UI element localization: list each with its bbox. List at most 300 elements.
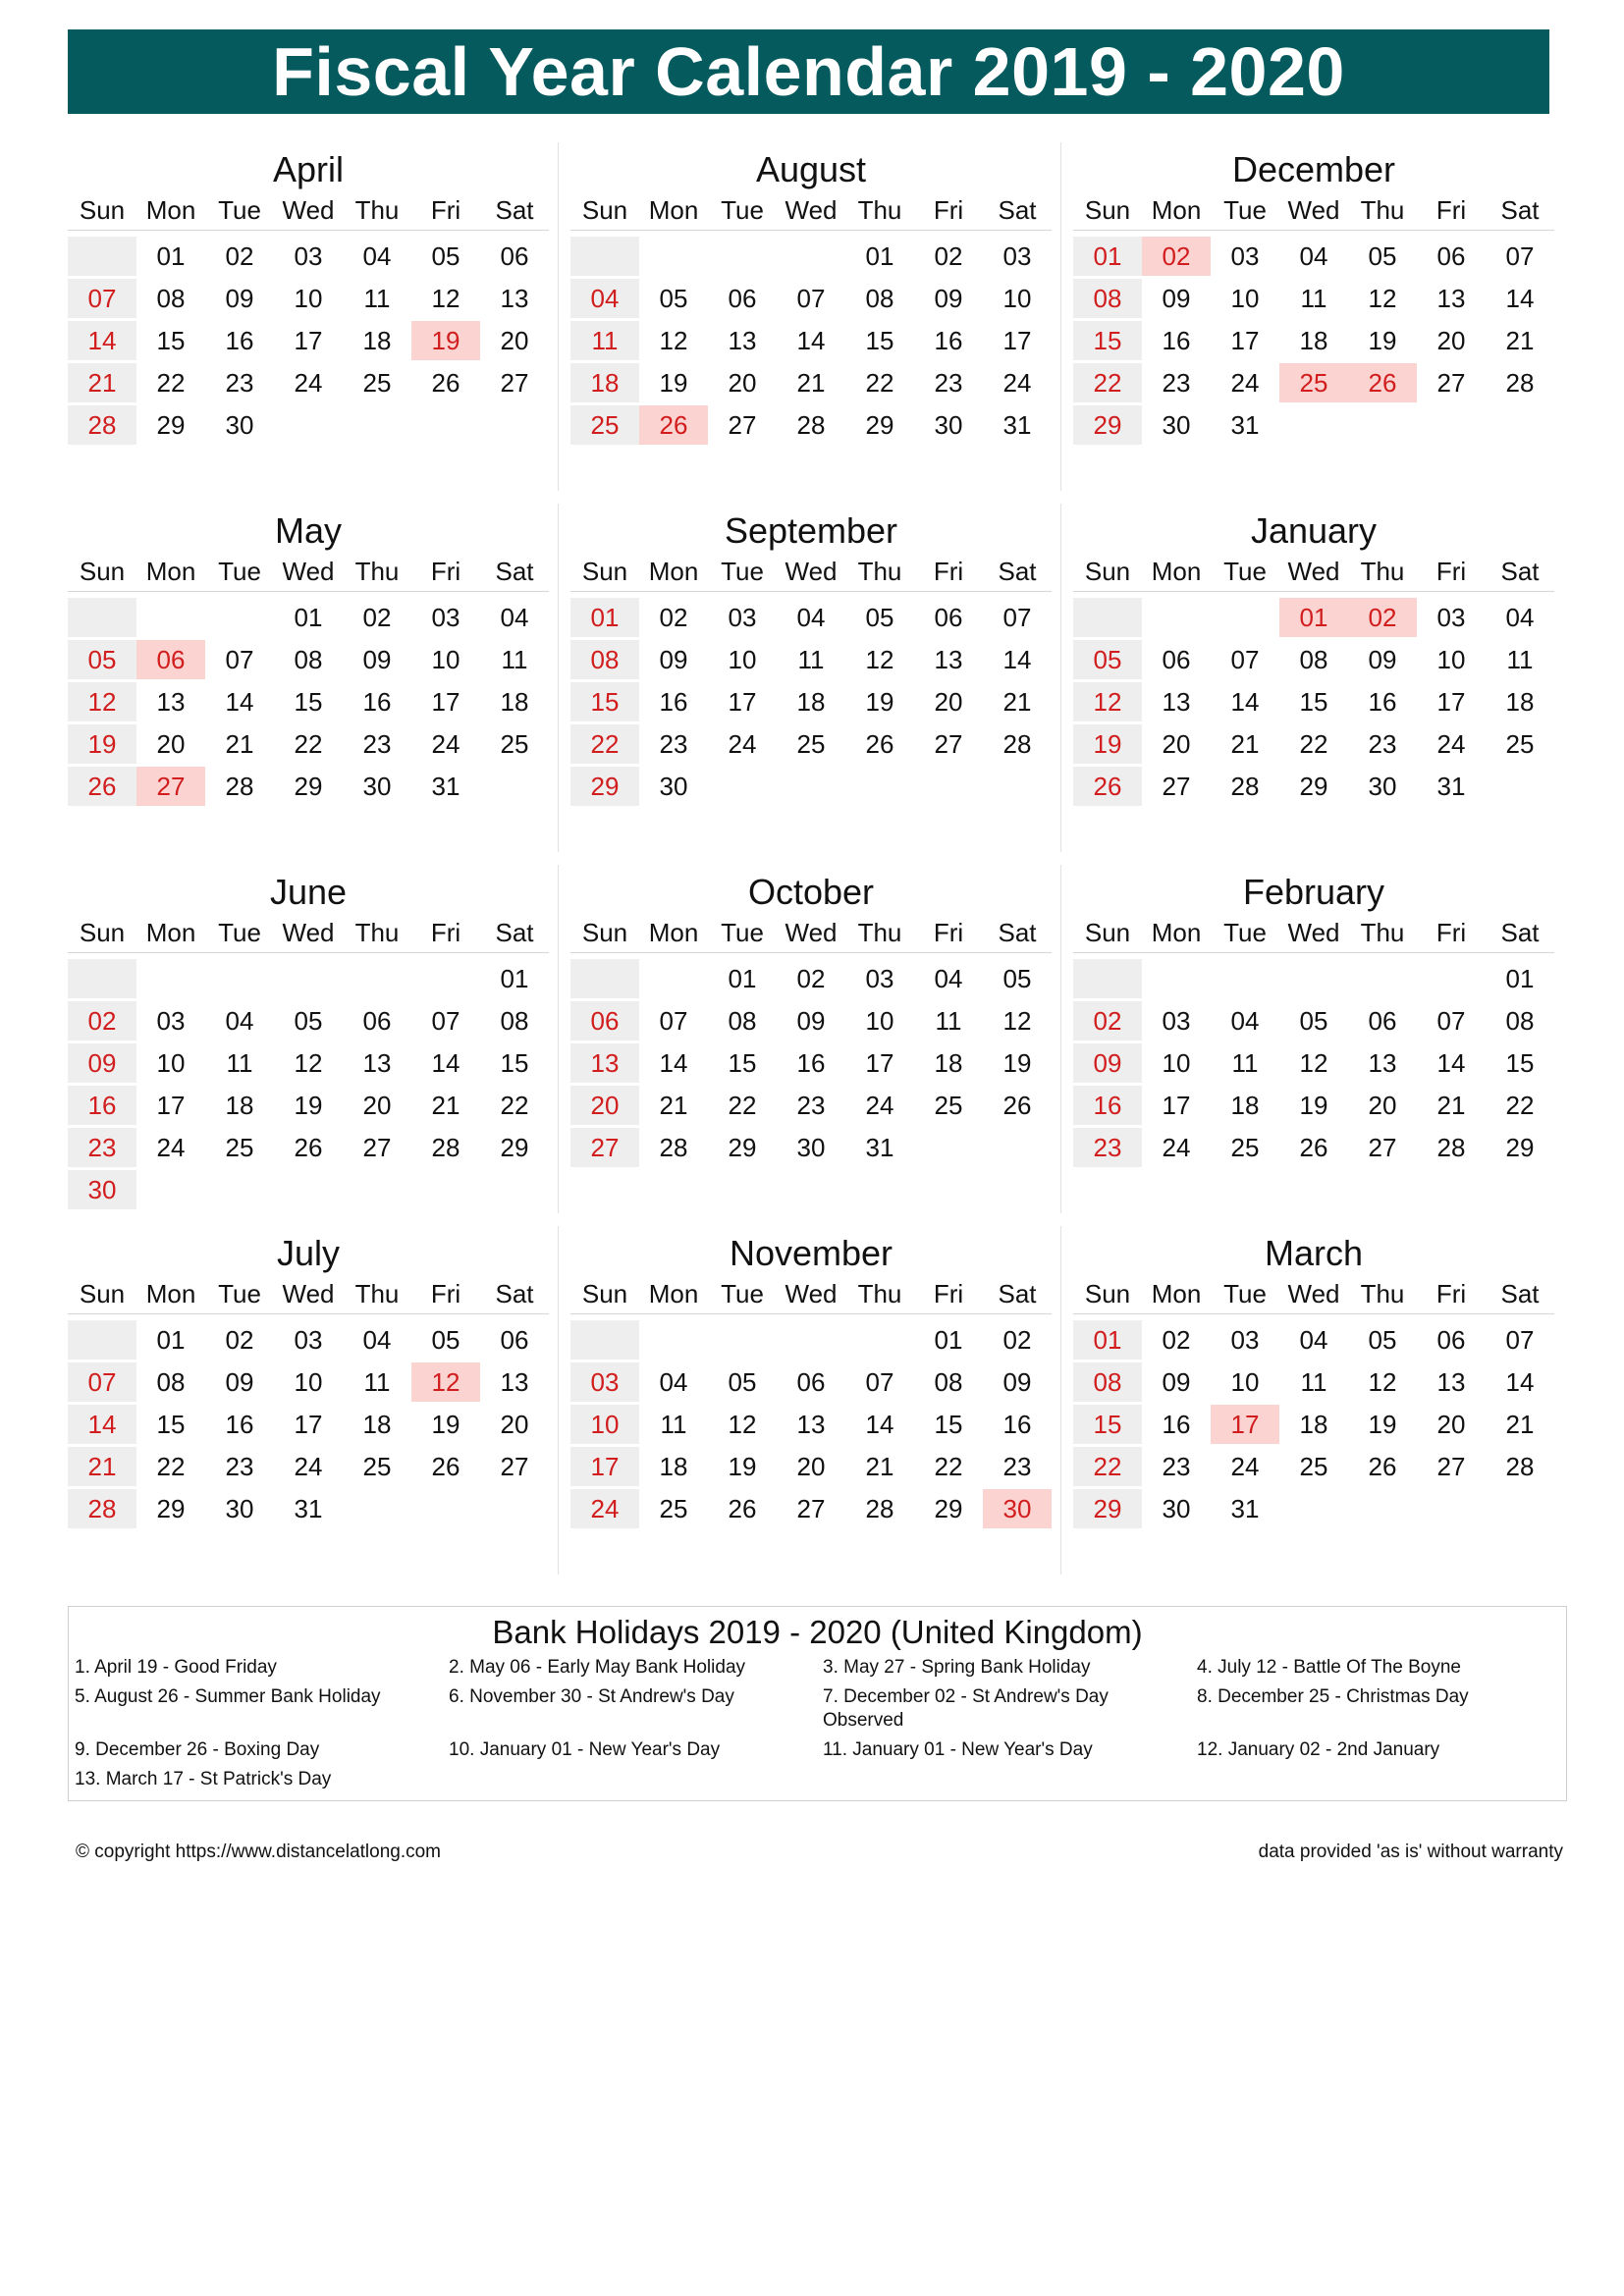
day-cell: 06 (796, 1367, 826, 1397)
month-name: August (755, 149, 867, 189)
day-cell: 23 (796, 1091, 826, 1120)
day-cell: 06 (362, 1006, 392, 1036)
day-cell: 21 (1436, 1091, 1466, 1120)
weekday-label: Tue (721, 557, 764, 586)
empty-cell (1073, 959, 1142, 998)
day-cell: 18 (796, 687, 826, 717)
bank-holiday-item: 8. December 25 - Christmas Day (1197, 1686, 1469, 1707)
day-cell: 11 (1300, 284, 1327, 313)
weekday-label: Fri (430, 1279, 461, 1308)
weekday-label: Mon (145, 557, 196, 586)
day-cell: 21 (865, 1452, 894, 1481)
day-cell: 15 (570, 682, 639, 721)
bank-holiday-item: 1. April 19 - Good Friday (75, 1657, 277, 1678)
day-cell: 04 (934, 964, 963, 993)
day-cell: 01 (156, 241, 186, 271)
day-cell: 18 (1230, 1091, 1260, 1120)
month-july (68, 1221, 549, 1545)
day-cell: 24 (156, 1133, 186, 1162)
day-cell: 01 (294, 603, 323, 632)
day-cell: 25 (659, 1494, 688, 1523)
day-cell: 03 (431, 603, 460, 632)
bank-holiday-item: 9. December 26 - Boxing Day (75, 1739, 320, 1760)
day-cell: 03 (570, 1362, 639, 1402)
weekday-label: Sat (1500, 1279, 1540, 1308)
day-cell: 17 (1230, 326, 1260, 355)
month-name: September (724, 510, 898, 551)
day-cell: 25 (500, 729, 529, 759)
day-cell: 07 (659, 1006, 688, 1036)
day-cell: 04 (362, 1325, 392, 1355)
day-cell: 09 (225, 284, 254, 313)
day-cell: 22 (156, 1452, 186, 1481)
day-cell: 20 (362, 1091, 392, 1120)
weekday-label: Mon (1151, 1279, 1202, 1308)
day-cell: 21 (659, 1091, 688, 1120)
day-cell: 15 (1299, 687, 1328, 717)
day-cell: 09 (225, 1367, 254, 1397)
day-cell: 24 (1162, 1133, 1191, 1162)
day-cell: 29 (1073, 1489, 1142, 1528)
weekday-label: Tue (218, 1279, 261, 1308)
day-cell: 15 (865, 326, 894, 355)
weekday-label: Fri (1435, 195, 1467, 225)
day-cell: 20 (796, 1452, 826, 1481)
weekday-label: Sun (79, 918, 126, 947)
day-cell: 13 (796, 1410, 826, 1439)
day-cell: 30 (934, 410, 963, 440)
day-cell: 11 (660, 1410, 687, 1439)
weekday-label: Mon (648, 1279, 699, 1308)
day-cell: 09 (1368, 645, 1397, 674)
day-cell: 22 (1299, 729, 1328, 759)
day-cell: 02 (934, 241, 963, 271)
empty-cell (639, 959, 708, 998)
empty-cell (845, 1320, 914, 1360)
calendar-title: Fiscal Year Calendar 2019 - 2020 (68, 29, 1549, 114)
day-cell: 17 (570, 1447, 639, 1486)
day-cell: 04 (659, 1367, 688, 1397)
day-cell: 23 (362, 729, 392, 759)
bank-holiday-item: 12. January 02 - 2nd January (1197, 1739, 1440, 1760)
day-cell: 09 (1073, 1043, 1142, 1083)
day-cell: 06 (1162, 645, 1191, 674)
day-cell: 27 (728, 410, 757, 440)
day-cell: 04 (1299, 1325, 1328, 1355)
empty-cell (570, 1320, 639, 1360)
day-cell: 10 (570, 1405, 639, 1444)
day-cell: 15 (1505, 1048, 1535, 1078)
day-cell: 15 (934, 1410, 963, 1439)
day-cell: 27 (1436, 368, 1466, 398)
day-cell: 20 (934, 687, 963, 717)
column-divider (1060, 504, 1061, 852)
weekday-label: Sun (79, 1279, 126, 1308)
day-cell: 24 (1002, 368, 1032, 398)
bank-holiday-item: 13. March 17 - St Patrick's Day (75, 1769, 332, 1789)
weekday-label: Tue (218, 918, 261, 947)
weekday-label: Sat (1500, 557, 1540, 586)
day-cell: 25 (934, 1091, 963, 1120)
month-name: July (276, 1233, 341, 1273)
weekday-label: Thu (857, 195, 902, 225)
day-cell: 20 (1436, 1410, 1466, 1439)
day-cell: 18 (362, 326, 392, 355)
day-cell: 03 (1162, 1006, 1191, 1036)
day-cell: 19 (1368, 1410, 1397, 1439)
day-cell: 25 (362, 368, 392, 398)
day-cell: 27 (796, 1494, 826, 1523)
month-name: December (1231, 149, 1396, 189)
empty-cell (68, 237, 136, 276)
holiday-day-cell: 02 (1142, 237, 1211, 276)
day-cell: 29 (728, 1133, 757, 1162)
day-cell: 16 (659, 687, 688, 717)
weekday-label: Tue (721, 918, 764, 947)
day-cell: 04 (225, 1006, 254, 1036)
day-cell: 08 (294, 645, 323, 674)
weekday-label: Mon (648, 195, 699, 225)
day-cell: 18 (225, 1091, 254, 1120)
day-cell: 16 (225, 326, 254, 355)
day-cell: 13 (728, 326, 757, 355)
day-cell: 31 (865, 1133, 894, 1162)
holiday-day-cell: 26 (639, 405, 708, 445)
day-cell: 08 (500, 1006, 529, 1036)
day-cell: 22 (294, 729, 323, 759)
day-cell: 30 (225, 1494, 254, 1523)
weekday-label: Wed (785, 557, 838, 586)
day-cell: 19 (294, 1091, 323, 1120)
day-cell: 03 (294, 241, 323, 271)
weekday-label: Sun (1084, 918, 1131, 947)
day-grid (68, 1320, 549, 1531)
day-cell: 05 (865, 603, 894, 632)
day-cell: 23 (68, 1128, 136, 1167)
weekday-label: Tue (1223, 557, 1267, 586)
day-cell: 03 (1436, 603, 1466, 632)
day-cell: 28 (225, 772, 254, 801)
day-cell: 31 (1230, 410, 1260, 440)
weekday-label: Thu (857, 557, 902, 586)
day-cell: 23 (934, 368, 963, 398)
day-cell: 03 (865, 964, 894, 993)
day-cell: 25 (1505, 729, 1535, 759)
day-cell: 12 (1368, 1367, 1397, 1397)
day-cell: 28 (1002, 729, 1032, 759)
weekday-label: Sat (998, 557, 1037, 586)
day-cell: 24 (294, 1452, 323, 1481)
day-cell: 12 (1073, 682, 1142, 721)
empty-cell (708, 237, 777, 276)
day-cell: 26 (431, 1452, 460, 1481)
day-cell: 21 (225, 729, 254, 759)
day-cell: 31 (1230, 1494, 1260, 1523)
day-cell: 05 (1368, 241, 1397, 271)
day-cell: 05 (1002, 964, 1032, 993)
weekday-label: Mon (1151, 557, 1202, 586)
day-cell: 05 (1073, 640, 1142, 679)
day-cell: 16 (1368, 687, 1397, 717)
day-cell: 21 (1505, 326, 1535, 355)
weekday-header (1073, 1274, 1554, 1314)
holiday-day-cell: 26 (1348, 363, 1417, 402)
day-cell: 01 (934, 1325, 963, 1355)
day-cell: 15 (500, 1048, 529, 1078)
day-cell: 10 (1436, 645, 1466, 674)
day-cell: 29 (865, 410, 894, 440)
bank-holiday-item: 7. December 02 - St Andrew's Day Observed (823, 1686, 1109, 1731)
day-cell: 11 (363, 1367, 391, 1397)
weekday-header (68, 552, 549, 592)
day-cell: 13 (156, 687, 186, 717)
day-cell: 11 (363, 284, 391, 313)
day-cell: 04 (362, 241, 392, 271)
holiday-day-cell: 19 (411, 321, 480, 360)
holiday-day-cell: 12 (411, 1362, 480, 1402)
weekday-label: Thu (857, 1279, 902, 1308)
month-september (570, 499, 1052, 823)
weekday-label: Sat (998, 1279, 1037, 1308)
bank-holiday-item: 6. November 30 - St Andrew's Day (449, 1686, 734, 1707)
empty-cell (411, 959, 480, 998)
weekday-label: Thu (1360, 918, 1405, 947)
day-cell: 18 (1299, 1410, 1328, 1439)
day-cell: 02 (659, 603, 688, 632)
day-cell: 05 (431, 1325, 460, 1355)
weekday-header (1073, 552, 1554, 592)
weekday-label: Fri (933, 1279, 964, 1308)
weekday-header (68, 913, 549, 953)
column-divider (1060, 142, 1061, 491)
day-cell: 25 (225, 1133, 254, 1162)
day-cell: 29 (934, 1494, 963, 1523)
day-cell: 17 (294, 326, 323, 355)
day-cell: 23 (659, 729, 688, 759)
day-cell: 24 (431, 729, 460, 759)
day-cell: 12 (431, 284, 460, 313)
day-cell: 26 (1368, 1452, 1397, 1481)
weekday-label: Sun (581, 557, 628, 586)
bank-holidays-panel (68, 1606, 1567, 1801)
day-cell: 23 (1002, 1452, 1032, 1481)
day-grid (1073, 959, 1554, 1170)
weekday-label: Thu (1360, 557, 1405, 586)
month-may (68, 499, 549, 823)
day-cell: 17 (1002, 326, 1032, 355)
day-cell: 17 (1162, 1091, 1191, 1120)
day-cell: 01 (156, 1325, 186, 1355)
column-divider (558, 865, 559, 1213)
day-cell: 04 (1299, 241, 1328, 271)
column-divider (1060, 1226, 1061, 1575)
copyright-text: © copyright https://www.distancelatlong.com (76, 1842, 442, 1862)
day-cell: 08 (1505, 1006, 1535, 1036)
weekday-header (570, 1274, 1052, 1314)
day-cell: 16 (796, 1048, 826, 1078)
bank-holiday-item: 4. July 12 - Battle Of The Boyne (1197, 1657, 1461, 1678)
day-cell: 31 (1002, 410, 1032, 440)
weekday-label: Thu (354, 1279, 400, 1308)
weekday-header (570, 552, 1052, 592)
bank-holidays-list (69, 1656, 1566, 1791)
weekday-label: Mon (145, 1279, 196, 1308)
day-cell: 08 (156, 1367, 186, 1397)
day-cell: 25 (1299, 1452, 1328, 1481)
day-cell: 19 (659, 368, 688, 398)
holiday-day-cell: 06 (136, 640, 205, 679)
day-cell: 15 (294, 687, 323, 717)
day-cell: 12 (68, 682, 136, 721)
empty-cell (1073, 598, 1142, 637)
weekday-label: Wed (785, 918, 838, 947)
month-december (1073, 137, 1554, 461)
day-cell: 02 (1162, 1325, 1191, 1355)
weekday-header (570, 190, 1052, 231)
day-cell: 30 (796, 1133, 826, 1162)
day-cell: 05 (1368, 1325, 1397, 1355)
day-cell: 28 (1505, 368, 1535, 398)
day-grid (1073, 237, 1554, 448)
day-cell: 08 (728, 1006, 757, 1036)
day-cell: 13 (1436, 1367, 1466, 1397)
day-cell: 07 (68, 279, 136, 318)
day-cell: 23 (1162, 368, 1191, 398)
day-cell: 10 (294, 284, 323, 313)
day-cell: 15 (1073, 321, 1142, 360)
empty-cell (1142, 959, 1211, 998)
day-cell: 06 (1436, 241, 1466, 271)
day-cell: 13 (570, 1043, 639, 1083)
day-cell: 28 (68, 405, 136, 445)
weekday-label: Sun (79, 195, 126, 225)
day-cell: 31 (1436, 772, 1466, 801)
weekday-label: Fri (1435, 918, 1467, 947)
column-divider (1060, 865, 1061, 1213)
weekday-label: Thu (1360, 195, 1405, 225)
day-cell: 15 (1073, 1405, 1142, 1444)
day-cell: 27 (362, 1133, 392, 1162)
empty-cell (136, 598, 205, 637)
day-cell: 15 (728, 1048, 757, 1078)
day-cell: 01 (1073, 1320, 1142, 1360)
day-cell: 16 (1073, 1086, 1142, 1125)
day-cell: 14 (865, 1410, 894, 1439)
day-cell: 26 (1299, 1133, 1328, 1162)
day-cell: 19 (68, 724, 136, 764)
weekday-label: Wed (1287, 195, 1340, 225)
day-grid (570, 598, 1052, 809)
month-february (1073, 860, 1554, 1184)
day-cell: 08 (865, 284, 894, 313)
day-cell: 19 (431, 1410, 460, 1439)
day-cell: 31 (294, 1494, 323, 1523)
day-cell: 06 (728, 284, 757, 313)
weekday-label: Mon (145, 195, 196, 225)
day-cell: 05 (728, 1367, 757, 1397)
day-cell: 12 (865, 645, 894, 674)
day-cell: 06 (570, 1001, 639, 1041)
weekday-header (1073, 190, 1554, 231)
empty-cell (639, 1320, 708, 1360)
day-cell: 17 (156, 1091, 186, 1120)
day-cell: 02 (362, 603, 392, 632)
day-cell: 07 (1230, 645, 1260, 674)
day-cell: 19 (728, 1452, 757, 1481)
day-cell: 20 (1368, 1091, 1397, 1120)
empty-cell (1348, 959, 1417, 998)
empty-cell (274, 959, 343, 998)
day-cell: 11 (1300, 1367, 1327, 1397)
empty-cell (777, 237, 845, 276)
day-cell: 22 (865, 368, 894, 398)
day-cell: 02 (1002, 1325, 1032, 1355)
empty-cell (205, 959, 274, 998)
empty-cell (205, 598, 274, 637)
month-august (570, 137, 1052, 461)
weekday-label: Sun (79, 557, 126, 586)
day-cell: 28 (796, 410, 826, 440)
day-cell: 01 (570, 598, 639, 637)
day-cell: 07 (68, 1362, 136, 1402)
day-cell: 07 (1505, 241, 1535, 271)
day-cell: 30 (362, 772, 392, 801)
month-october (570, 860, 1052, 1184)
day-cell: 14 (659, 1048, 688, 1078)
day-grid (1073, 598, 1554, 809)
weekday-label: Sun (1084, 1279, 1131, 1308)
weekday-label: Sat (495, 557, 534, 586)
day-grid (570, 959, 1052, 1170)
day-cell: 28 (1230, 772, 1260, 801)
weekday-label: Thu (1360, 1279, 1405, 1308)
day-cell: 16 (1002, 1410, 1032, 1439)
day-cell: 18 (934, 1048, 963, 1078)
weekday-label: Wed (282, 195, 335, 225)
day-cell: 11 (797, 645, 825, 674)
empty-cell (68, 959, 136, 998)
day-cell: 13 (362, 1048, 392, 1078)
day-cell: 07 (431, 1006, 460, 1036)
day-cell: 30 (225, 410, 254, 440)
day-cell: 25 (362, 1452, 392, 1481)
day-cell: 02 (1073, 1001, 1142, 1041)
day-cell: 02 (796, 964, 826, 993)
day-cell: 30 (68, 1170, 136, 1209)
weekday-label: Tue (218, 195, 261, 225)
day-cell: 05 (659, 284, 688, 313)
day-cell: 01 (728, 964, 757, 993)
day-cell: 24 (294, 368, 323, 398)
day-cell: 18 (1505, 687, 1535, 717)
day-cell: 14 (1436, 1048, 1466, 1078)
bank-holiday-item: 11. January 01 - New Year's Day (823, 1739, 1093, 1760)
day-cell: 25 (570, 405, 639, 445)
day-cell: 30 (659, 772, 688, 801)
column-divider (558, 1226, 559, 1575)
weekday-label: Sat (495, 1279, 534, 1308)
weekday-label: Sun (1084, 557, 1131, 586)
weekday-label: Fri (430, 918, 461, 947)
day-cell: 03 (1230, 241, 1260, 271)
day-cell: 29 (294, 772, 323, 801)
day-cell: 17 (728, 687, 757, 717)
weekday-label: Wed (282, 918, 335, 947)
bank-holiday-item: 3. May 27 - Spring Bank Holiday (823, 1657, 1091, 1678)
empty-cell (570, 959, 639, 998)
day-cell: 09 (1162, 284, 1191, 313)
day-cell: 19 (1299, 1091, 1328, 1120)
